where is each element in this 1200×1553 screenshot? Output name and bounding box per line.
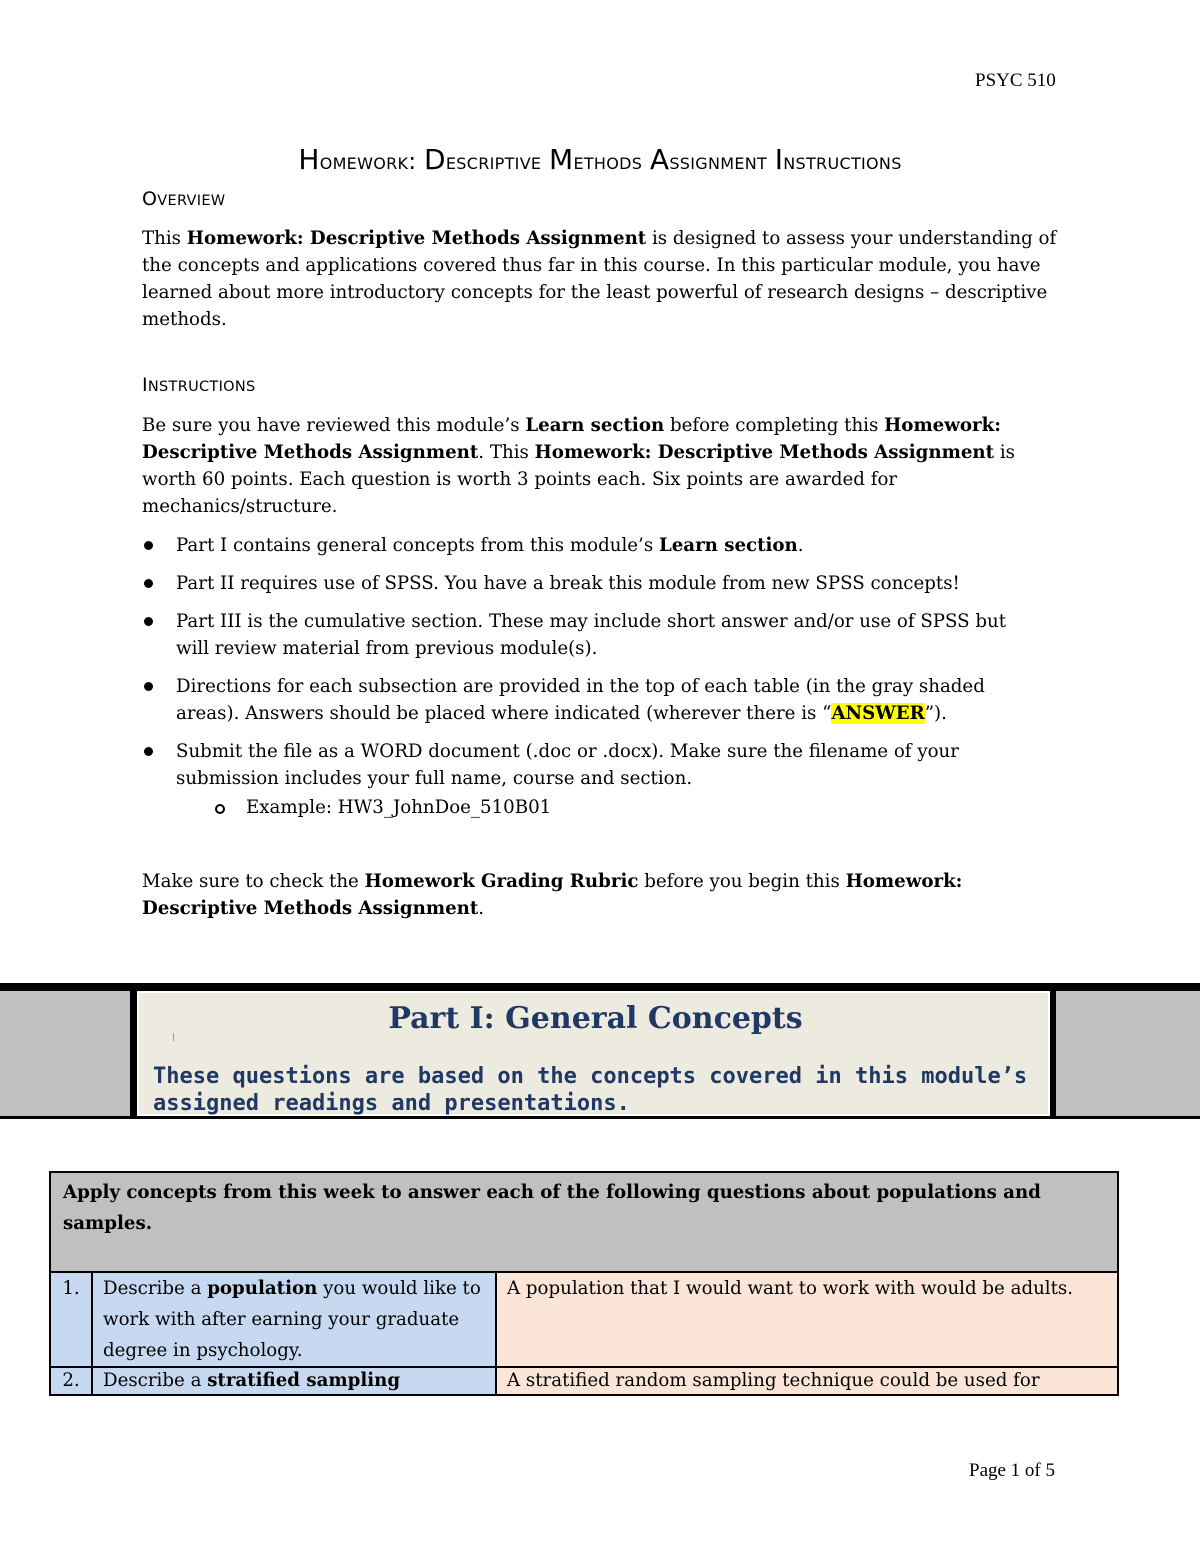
list-item	[142, 673, 1036, 727]
title-part: I	[774, 143, 784, 176]
text: .	[478, 898, 485, 919]
part1-title: Part I: General Concepts	[388, 1001, 803, 1036]
title-part: ssignment	[669, 149, 775, 175]
overview-paragraph	[142, 225, 1062, 333]
heading-cap: I	[142, 374, 148, 396]
title-part: D	[424, 143, 446, 176]
instructions-block	[142, 412, 1062, 832]
part1-subtitle: These questions are based on the concepts covered in this module’s assigned readings and presentations.	[153, 1064, 1028, 1116]
bold-text: stratified sampling	[207, 1370, 401, 1391]
text: is designed to assess your understanding of the concepts and applications covered thus far in this course. In this particular module, you have learned about more introductory concepts for the least powerful of research designs – descriptive methods.	[142, 228, 1057, 330]
bold-text: Homework: Descriptive Methods Assignment	[534, 442, 995, 463]
bold-text: Homework: Descriptive Methods Assignment	[186, 228, 647, 249]
bold-text: population	[207, 1278, 318, 1299]
title-part: nstructions	[783, 149, 902, 175]
table-row	[50, 1367, 1118, 1395]
bold-text: Learn section	[658, 535, 798, 556]
questions-table	[49, 1171, 1119, 1396]
text: This	[142, 228, 187, 249]
document-title	[0, 143, 1200, 176]
title-part: escriptive	[445, 149, 549, 175]
text: Directions for each subsection are provided in the top of each table (in the gray shaded areas). Answers should be placed where indicated (wherever there is “	[176, 676, 985, 724]
text: Describe a	[103, 1278, 208, 1299]
text: before completing this	[664, 415, 885, 436]
text: Part I contains general concepts from this module’s	[176, 535, 659, 556]
closing-paragraph	[142, 868, 1062, 922]
course-code-header: PSYC 510	[975, 70, 1056, 91]
question-number: 2.	[50, 1367, 92, 1395]
part1-banner	[0, 983, 1200, 1119]
text: before you begin this	[638, 871, 846, 892]
answer-cell[interactable]: A stratified random sampling technique could be used for	[496, 1367, 1118, 1395]
table-row	[50, 1272, 1118, 1367]
heading-cap: O	[142, 188, 158, 210]
text: Submit the file as a WORD document (.doc or .docx). Make sure the filename of your submission includes your full name, course and section.	[176, 741, 959, 789]
text: .	[797, 535, 804, 556]
title-part: ethods	[573, 149, 650, 175]
title-part: omework	[319, 149, 409, 175]
title-part: :	[408, 149, 424, 175]
table-header-cell: Apply concepts from this week to answer each of the following questions about populations and samples.	[50, 1172, 1118, 1272]
title-part: A	[649, 143, 670, 176]
question-number: 1.	[50, 1272, 92, 1367]
text: . This	[478, 442, 535, 463]
page-number: Page 1 of 5	[969, 1460, 1056, 1481]
text: you would like to work with after earning your graduate degree in psychology.	[103, 1278, 481, 1361]
question-text	[92, 1272, 496, 1367]
text: Part II requires use of SPSS. You have a break this module from new SPSS concepts!	[176, 573, 960, 594]
text: Make sure to check the	[142, 871, 365, 892]
title-part: H	[298, 143, 320, 176]
bold-text: Learn section	[525, 415, 665, 436]
bold-text: Homework Grading Rubric	[364, 871, 639, 892]
text: is worth 60 points. Each question is worth 3 points each. Six points are awarded for mechanics/structure.	[142, 442, 1015, 517]
instructions-heading	[142, 374, 256, 396]
title-part: M	[548, 143, 574, 176]
text: Example: HW3_JohnDoe_510B01	[246, 797, 552, 818]
bold-text: Homework: Descriptive Methods Assignment	[142, 415, 1001, 463]
answer-highlight: ANSWER	[831, 703, 925, 724]
bold-text: Homework: Descriptive Methods Assignment	[142, 871, 963, 919]
list-item	[142, 608, 1036, 662]
question-text	[92, 1367, 496, 1395]
banner-side-right	[1056, 991, 1200, 1116]
table-header-row	[50, 1172, 1118, 1272]
text-cursor-mark	[173, 1033, 174, 1041]
list-item	[142, 570, 1062, 597]
list-item	[142, 738, 1036, 821]
overview-heading	[142, 188, 225, 210]
instruction-bullets	[142, 532, 1062, 821]
instructions-paragraph	[142, 412, 1062, 520]
text: Be sure you have reviewed this module’s	[142, 415, 526, 436]
answer-cell[interactable]: A population that I would want to work with would be adults.	[496, 1272, 1118, 1367]
text: ”).	[924, 703, 947, 724]
text: Part III is the cumulative section. These may include short answer and/or use of SPSS but will review material from previous module(s).	[176, 611, 1007, 659]
banner-center	[137, 991, 1050, 1116]
heading-rest: VERVIEW	[157, 193, 226, 209]
text: Describe a	[103, 1370, 208, 1391]
banner-side-left	[0, 991, 130, 1116]
sub-list-item	[142, 794, 1036, 821]
heading-rest: NSTRUCTIONS	[147, 379, 256, 395]
list-item	[142, 532, 1062, 559]
